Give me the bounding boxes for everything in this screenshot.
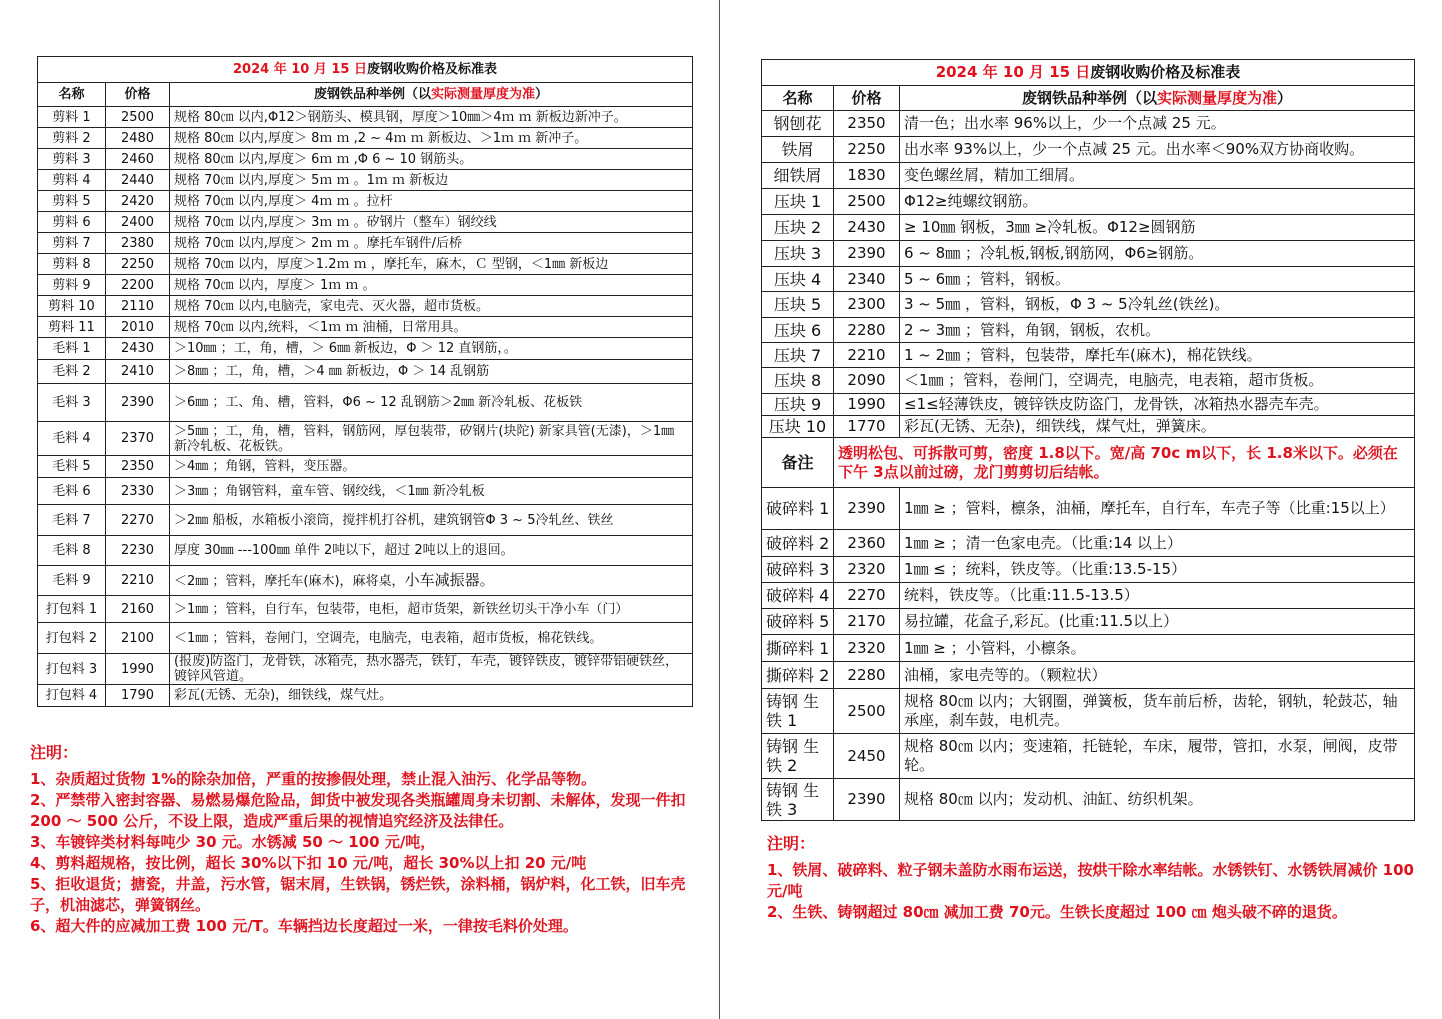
left-header-desc-red: 实际测量厚度为准 [430, 87, 535, 102]
desc-text: 6 ~ 8㎜ ；冷轧板,钢板,钢筋网，Φ6≥钢筋。 [904, 244, 1204, 262]
table-row [762, 111, 1415, 137]
left-item-desc [170, 422, 693, 456]
desc-emphasis: 小车减振器。 [404, 570, 495, 589]
left-item-name: 打包料 1 [38, 596, 106, 623]
desc-text: ≤1≤轻薄铁皮，镀锌铁皮防盗门，龙骨铁，冰箱热水器壳车壳。 [904, 395, 1329, 413]
right-item-price: 1770 [834, 416, 900, 438]
right2-item-name: 破碎料 1 [762, 488, 834, 530]
desc-text: 变色螺丝屑，精加工细屑。 [904, 166, 1085, 184]
right-item-desc [900, 416, 1415, 438]
right-item-desc [900, 368, 1415, 394]
desc-text: ＞2㎜ 船板，水箱板小滚筒，搅拌机打谷机，建筑钢管Φ 3 ~ 5冷轧丝、铁丝 [174, 512, 614, 528]
right-item-desc [900, 137, 1415, 163]
table-row [38, 654, 693, 685]
right2-item-name: 撕碎料 2 [762, 662, 834, 689]
note-item: 4、剪料超规格，按比例，超长 30%以下扣 10 元/吨，超长 30%以上扣 20 元/吨 [30, 854, 587, 872]
table-row [762, 779, 1415, 821]
right2-item-desc [900, 779, 1415, 821]
left-notes-title: 注明： [30, 743, 79, 762]
right-item-desc [900, 163, 1415, 189]
left-item-price: 2370 [106, 422, 170, 456]
right2-item-price: 2320 [834, 557, 900, 583]
left-item-price: 2230 [106, 536, 170, 566]
left-item-name: 毛料 6 [38, 478, 106, 505]
desc-text: 规格 70㎝ 以内,统料，＜1ｍ ｍ 油桶，日常用具。 [174, 319, 467, 335]
right-item-name: 压块 1 [762, 189, 834, 215]
left-item-price: 2430 [106, 338, 170, 360]
desc-text: 彩瓦(无锈、无杂)，细铁线，煤气灶。 [174, 688, 393, 703]
right-header-desc [900, 86, 1415, 111]
desc-text: 规格 80㎝ 以内；大钢圈，弹簧板，货车前后桥，齿轮，钢轨，轮鼓芯，轴承座，刹车鼓，电机壳。 [904, 692, 1398, 729]
table-row [762, 557, 1415, 583]
desc-text: 规格 80㎝ 以内,Φ12＞钢筋头、模具钢，厚度＞10㎜＞4ｍ ｍ 新板边新冲子。 [174, 109, 627, 125]
left-item-desc [170, 536, 693, 566]
table-row [38, 191, 693, 212]
table-row [38, 338, 693, 360]
right2-item-price: 2450 [834, 734, 900, 779]
left-item-desc [170, 654, 693, 685]
desc-text: 1㎜ ≥ ；清一色家电壳。（比重:14 以上） [904, 533, 1183, 552]
right-item-name: 细铁屑 [762, 163, 834, 189]
left-item-price: 2400 [106, 212, 170, 233]
left-item-desc [170, 596, 693, 623]
desc-text: 规格 70㎝ 以内,厚度＞ 4ｍ ｍ 。拉杆 [174, 193, 393, 209]
right-item-name: 铁屑 [762, 137, 834, 163]
left-item-name: 打包料 4 [38, 685, 106, 707]
left-price-table [37, 56, 693, 707]
table-row [762, 394, 1415, 416]
right2-item-desc [900, 609, 1415, 635]
right-item-name: 压块 2 [762, 215, 834, 241]
right-header-price: 价格 [834, 86, 900, 111]
left-item-price: 2100 [106, 623, 170, 654]
right-header-desc-red: 实际测量厚度为准 [1156, 88, 1277, 107]
left-item-desc [170, 212, 693, 233]
left-item-desc [170, 107, 693, 128]
right2-item-desc [900, 635, 1415, 662]
table-row [38, 149, 693, 170]
left-item-desc [170, 317, 693, 338]
table-row [762, 530, 1415, 557]
left-item-price: 2200 [106, 275, 170, 296]
left-header-desc-suffix: ） [535, 87, 549, 102]
right2-item-name: 铸钢 生铁 2 [762, 734, 834, 779]
note-item: 6、超大件的应减加工费 100 元/T。车辆挡边长度超过一米，一律按毛料价处理。 [30, 917, 578, 935]
desc-text: 规格 70㎝ 以内,电脑壳，家电壳、灭火器，超市货板。 [174, 298, 489, 314]
left-item-desc [170, 505, 693, 536]
desc-text: ≥ 10㎜ 钢板，3㎜ ≥冷轧板。Φ12≥圆钢筋 [904, 218, 1196, 236]
table-row [762, 241, 1415, 267]
left-item-name: 毛料 1 [38, 338, 106, 360]
right-title-date: 2024 年 10 月 15 日 [935, 63, 1091, 81]
left-header-price: 价格 [106, 83, 170, 107]
right-header-desc-prefix: 废钢铁品种举例（以 [1021, 88, 1157, 107]
left-item-price: 1990 [106, 654, 170, 685]
left-item-price: 2440 [106, 170, 170, 191]
desc-text: 1 ~ 2㎜ ；管料，包装带，摩托车(麻木)，棉花铁线。 [904, 345, 1262, 364]
table-row [762, 583, 1415, 609]
right2-item-price: 2320 [834, 635, 900, 662]
left-item-price: 2460 [106, 149, 170, 170]
table-row [762, 163, 1415, 189]
desc-text: ＜1㎜ ；管料，卷闸门，空调壳，电脑壳，电表箱，超市货板，棉花铁线。 [174, 630, 603, 646]
right-notes-list [767, 860, 1417, 923]
left-item-name: 剪料 1 [38, 107, 106, 128]
table-row [38, 536, 693, 566]
left-item-desc [170, 296, 693, 317]
right2-item-desc [900, 583, 1415, 609]
left-item-desc [170, 254, 693, 275]
right2-item-desc [900, 734, 1415, 779]
left-item-desc [170, 623, 693, 654]
desc-text: 清一色；出水率 96%以上，少一个点减 25 元。 [904, 114, 1226, 132]
right-item-price: 2390 [834, 241, 900, 267]
table-row [762, 368, 1415, 394]
desc-text: 1㎜ ≥ ；管料，檩条，油桶，摩托车，自行车，车壳子等（比重:15以上） [904, 499, 1395, 517]
left-item-desc [170, 360, 693, 384]
right-price-table [761, 59, 1415, 821]
left-item-desc [170, 478, 693, 505]
table-row [38, 233, 693, 254]
table-row [762, 292, 1415, 318]
right-item-desc [900, 189, 1415, 215]
desc-text: 1㎜ ≤ ；统料，铁皮等。（比重:13.5-15） [904, 560, 1187, 578]
left-notes [30, 740, 690, 937]
table-row [38, 360, 693, 384]
left-item-desc [170, 149, 693, 170]
right-item-desc [900, 343, 1415, 368]
left-notes-list [30, 769, 690, 937]
desc-text: ＞4㎜ ；角钢，管料，变压器。 [174, 459, 356, 474]
note-item: 1、杂质超过货物 1%的除杂加倍，严重的按掺假处理，禁止混入油污、化学品等物。 [30, 770, 597, 788]
desc-text: ＞6㎜ ；工、角、槽，管料，Φ6 ~ 12 乱钢筋＞2㎜ 新冷轧板、花板铁 [174, 395, 583, 410]
right-item-name: 压块 10 [762, 416, 834, 438]
note-item: 2、生铁、铸钢超过 80㎝ 减加工费 70元。生铁长度超过 100 ㎝ 炮头破不碎的退货。 [767, 903, 1347, 921]
desc-text: 规格 70㎝ 以内，厚度＞1.2ｍ ｍ ，摩托车，麻木，Ｃ 型钢，＜1㎜ 新板边 [174, 256, 609, 272]
left-item-name: 毛料 3 [38, 384, 106, 422]
left-item-desc [170, 191, 693, 212]
desc-text: 2 ~ 3㎜ ；管料，角钢，钢板，农机。 [904, 320, 1160, 339]
desc-text: 规格 70㎝ 以内，厚度＞ 1ｍ ｍ 。 [174, 277, 376, 293]
table-row [38, 685, 693, 707]
remark-row [762, 438, 1415, 488]
left-item-price: 2160 [106, 596, 170, 623]
right-item-price: 2090 [834, 368, 900, 394]
left-title-text: 废钢收购价格及标准表 [366, 62, 497, 77]
note-item: 3、车镀锌类材料每吨少 30 元。水锈减 50 ～ 100 元/吨， [30, 833, 436, 851]
left-item-price: 2500 [106, 107, 170, 128]
left-header-desc-prefix: 废钢铁品种举例（以 [313, 87, 431, 102]
table-row [38, 505, 693, 536]
desc-text: 规格 80㎝ 以内,厚度＞ 8ｍ ｍ ,2 ~ 4ｍ ｍ 新板边、＞1ｍ ｍ 新冲子。 [174, 130, 588, 146]
desc-text: 彩瓦(无锈、无杂)，细铁线，煤气灶，弹簧床。 [904, 417, 1216, 435]
right-header-name: 名称 [762, 86, 834, 111]
left-item-price: 2010 [106, 317, 170, 338]
left-item-name: 毛料 9 [38, 566, 106, 596]
remark-label: 备注 [762, 438, 834, 488]
right-notes [767, 831, 1417, 923]
left-item-name: 剪料 11 [38, 317, 106, 338]
left-item-name: 剪料 5 [38, 191, 106, 212]
right-item-name: 压块 3 [762, 241, 834, 267]
left-item-price: 2250 [106, 254, 170, 275]
right-table-title [762, 60, 1415, 86]
right-item-name: 压块 4 [762, 267, 834, 292]
left-item-name: 毛料 5 [38, 456, 106, 478]
desc-text: (报废)防盗门，龙骨铁，冰箱壳，热水器壳，铁钉，车壳，镀锌铁皮，镀锌带铝硬铁丝，镀锌风管道。 [174, 654, 679, 684]
left-item-desc [170, 170, 693, 191]
table-row [38, 170, 693, 191]
left-item-desc [170, 685, 693, 707]
right2-item-desc [900, 557, 1415, 583]
left-item-name: 毛料 7 [38, 505, 106, 536]
desc-text: ＞8㎜ ；工，角，槽，＞4 ㎜ 新板边，Φ ＞ 14 乱钢筋 [174, 364, 490, 379]
left-item-price: 2330 [106, 478, 170, 505]
note-item: 1、铁屑、破碎料、粒子钢未盖防水雨布运送，按烘干除水率结帐。水锈铁钉、水锈铁屑减价 100 元/吨 [767, 861, 1414, 900]
left-item-price: 2380 [106, 233, 170, 254]
table-row [762, 635, 1415, 662]
left-item-desc [170, 233, 693, 254]
right-item-price: 2300 [834, 292, 900, 318]
desc-text: 规格 70㎝ 以内,厚度＞ 2ｍ ｍ 。摩托车钢件/后桥 [174, 235, 462, 251]
right2-item-price: 2360 [834, 530, 900, 557]
right2-item-name: 破碎料 5 [762, 609, 834, 635]
right2-item-price: 2390 [834, 488, 900, 530]
right-item-price: 2430 [834, 215, 900, 241]
left-item-desc [170, 384, 693, 422]
left-item-desc [170, 275, 693, 296]
left-item-price: 2270 [106, 505, 170, 536]
right2-item-price: 2170 [834, 609, 900, 635]
table-row [38, 212, 693, 233]
left-item-name: 剪料 7 [38, 233, 106, 254]
table-row [762, 137, 1415, 163]
desc-text: 规格 80㎝ 以内,厚度＞ 6ｍ ｍ ,Φ 6 ~ 10 钢筋头。 [174, 151, 473, 167]
table-row [762, 215, 1415, 241]
right-item-price: 2280 [834, 318, 900, 343]
note-item: 2、严禁带入密封容器、易燃易爆危险品，卸货中被发现各类瓶罐周身未切割、未解体，发现一件扣 200 ～ 500 公斤，不设上限，造成严重后果的视情追究经济及法律任。 [30, 791, 686, 830]
desc-text: 5 ~ 6㎜ ；管料，钢板。 [904, 269, 1070, 288]
left-item-name: 毛料 8 [38, 536, 106, 566]
desc-text: 油桶，家电壳等的。（颗粒状） [904, 665, 1107, 684]
desc-text: ＞1㎜ ；管料，自行车，包装带，电柜，超市货架，新铁丝切头干净小车（门） [174, 601, 629, 617]
desc-text: 规格 80㎝ 以内；发动机、油缸、纺织机架。 [904, 790, 1203, 808]
desc-text: Φ12≥纯螺纹钢筋。 [904, 192, 1038, 210]
table-row [762, 662, 1415, 689]
right-title-text: 废钢收购价格及标准表 [1090, 63, 1241, 81]
table-row [762, 416, 1415, 438]
left-item-price: 2390 [106, 384, 170, 422]
right2-item-name: 破碎料 4 [762, 583, 834, 609]
left-item-price: 1790 [106, 685, 170, 707]
right2-item-price: 2500 [834, 689, 900, 734]
left-item-name: 剪料 2 [38, 128, 106, 149]
right2-item-desc [900, 530, 1415, 557]
right-item-price: 1830 [834, 163, 900, 189]
left-item-desc [170, 456, 693, 478]
right-item-name: 压块 8 [762, 368, 834, 394]
right-item-desc [900, 318, 1415, 343]
left-item-desc [170, 128, 693, 149]
right-item-name: 压块 7 [762, 343, 834, 368]
table-row [38, 623, 693, 654]
left-item-price: 2420 [106, 191, 170, 212]
left-item-price: 2210 [106, 566, 170, 596]
left-title-date: 2024 年 10 月 15 日 [232, 62, 367, 77]
table-row [38, 478, 693, 505]
left-item-price: 2410 [106, 360, 170, 384]
right-header-desc-suffix: ） [1277, 88, 1293, 107]
right2-item-name: 铸钢 生铁 1 [762, 689, 834, 734]
table-row [762, 189, 1415, 215]
right2-item-price: 2390 [834, 779, 900, 821]
left-item-name: 剪料 8 [38, 254, 106, 275]
right-item-price: 2250 [834, 137, 900, 163]
left-table-title [38, 57, 693, 83]
right2-item-name: 破碎料 2 [762, 530, 834, 557]
left-item-desc [170, 566, 693, 596]
left-item-name: 剪料 3 [38, 149, 106, 170]
left-item-desc [170, 338, 693, 360]
table-row [38, 107, 693, 128]
table-row [38, 254, 693, 275]
desc-text: ＞3㎜ ；角钢管料，童车管、钢绞线，＜1㎜ 新冷轧板 [174, 483, 485, 499]
note-item: 5、拒收退货；搪瓷，井盖，污水管，锯末屑，生铁锅，锈烂铁，涂料桶，锅炉料，化工铁，旧车壳子，机油滤芯，弹簧钢丝。 [30, 875, 686, 914]
left-item-name: 剪料 10 [38, 296, 106, 317]
left-item-price: 2480 [106, 128, 170, 149]
right-item-price: 1990 [834, 394, 900, 416]
right-item-desc [900, 394, 1415, 416]
right-item-name: 压块 5 [762, 292, 834, 318]
table-row [762, 734, 1415, 779]
table-row [38, 384, 693, 422]
table-row [762, 267, 1415, 292]
right-price-sheet [721, 0, 1442, 1019]
table-row [762, 343, 1415, 368]
left-price-sheet [0, 0, 719, 1019]
left-item-name: 打包料 3 [38, 654, 106, 685]
table-row [38, 296, 693, 317]
right2-item-name: 铸钢 生铁 3 [762, 779, 834, 821]
right-item-price: 2350 [834, 111, 900, 137]
desc-text: ＜2㎜ ；管料，摩托车(麻木)，麻将桌， [174, 573, 405, 589]
desc-text: 3 ~ 5㎜ ，管料，钢板，Φ 3 ~ 5冷轧丝(铁丝)。 [904, 295, 1230, 313]
left-item-name: 毛料 2 [38, 360, 106, 384]
desc-text: 1㎜ ≥ ；小管料，小檩条。 [904, 638, 1086, 657]
right-item-desc [900, 241, 1415, 267]
left-item-price: 2110 [106, 296, 170, 317]
right2-item-price: 2270 [834, 583, 900, 609]
right-item-name: 压块 6 [762, 318, 834, 343]
right-notes-title: 注明： [767, 834, 816, 853]
remark-text: 透明松包、可拆散可剪，密度 1.8以下。宽/高 70c m以下，长 1.8米以下。必须在下午 3点以前过磅，龙门剪剪切后结帐。 [834, 438, 1415, 488]
table-row [38, 275, 693, 296]
right2-item-name: 撕碎料 1 [762, 635, 834, 662]
right-item-price: 2340 [834, 267, 900, 292]
table-row [762, 318, 1415, 343]
page-divider [719, 0, 720, 1019]
left-header-desc [170, 83, 693, 107]
right-item-desc [900, 292, 1415, 318]
desc-text: 易拉罐，花盒子,彩瓦。(比重:11.5以上） [904, 612, 1179, 630]
desc-text: 规格 70㎝ 以内,厚度＞ 5ｍ ｍ 。1ｍ ｍ 新板边 [174, 172, 449, 188]
left-header-name: 名称 [38, 83, 106, 107]
right2-item-desc [900, 488, 1415, 530]
right-item-name: 压块 9 [762, 394, 834, 416]
desc-text: 规格 80㎝ 以内；变速箱，托链轮，车床，履带，管扣，水泵，闸阀，皮带轮。 [904, 737, 1398, 774]
right-item-desc [900, 267, 1415, 292]
right-item-desc [900, 111, 1415, 137]
desc-text: 统料，铁皮等。（比重:11.5-13.5） [904, 586, 1139, 604]
desc-text: 出水率 93%以上，少一个点减 25 元。出水率＜90%双方协商收购。 [904, 140, 1365, 158]
left-item-name: 剪料 6 [38, 212, 106, 233]
right2-item-name: 破碎料 3 [762, 557, 834, 583]
table-row [38, 422, 693, 456]
right-item-desc [900, 215, 1415, 241]
table-row [762, 689, 1415, 734]
right-item-name: 钢刨花 [762, 111, 834, 137]
table-row [762, 488, 1415, 530]
desc-text: ＞5㎜ ；工，角，槽，管料，钢筋网，厚包装带，矽钢片(块陀) 新家具管(无漆)，＞1㎜ 新冷轧板、花板铁。 [174, 423, 675, 454]
desc-text: ＜1㎜ ；管料，卷闸门，空调壳，电脑壳，电表箱，超市货板。 [904, 371, 1324, 389]
desc-text: ＞10㎜ ；工，角，槽，＞ 6㎜ 新板边，Φ ＞ 12 直钢筋，。 [174, 341, 517, 356]
right2-item-desc [900, 689, 1415, 734]
table-row [38, 456, 693, 478]
left-item-name: 打包料 2 [38, 623, 106, 654]
left-item-name: 剪料 4 [38, 170, 106, 191]
table-row [38, 128, 693, 149]
right2-item-price: 2280 [834, 662, 900, 689]
left-item-name: 毛料 4 [38, 422, 106, 456]
table-row [38, 566, 693, 596]
left-item-price: 2350 [106, 456, 170, 478]
table-row [38, 596, 693, 623]
desc-text: 厚度 30㎜ ---100㎜ 单件 2吨以下，超过 2吨以上的退回。 [174, 543, 514, 558]
table-row [762, 609, 1415, 635]
table-row [38, 317, 693, 338]
left-item-name: 剪料 9 [38, 275, 106, 296]
right-item-price: 2500 [834, 189, 900, 215]
right-item-price: 2210 [834, 343, 900, 368]
desc-text: 规格 70㎝ 以内,厚度＞ 3ｍ ｍ 。矽钢片（整车）钢绞线 [174, 214, 497, 230]
right2-item-desc [900, 662, 1415, 689]
